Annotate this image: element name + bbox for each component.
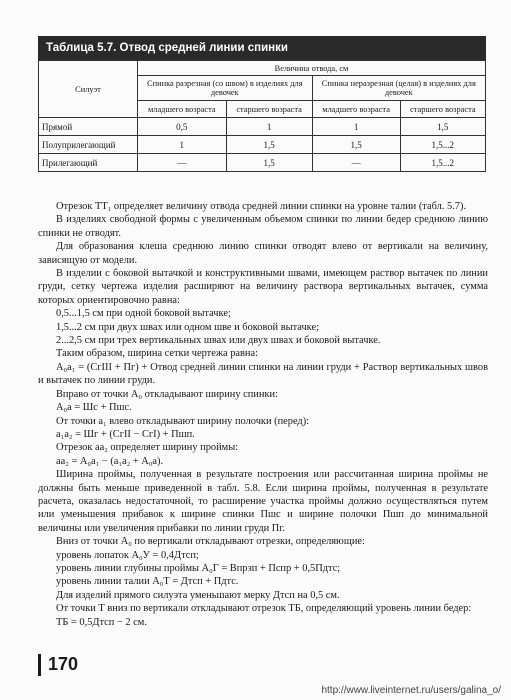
paragraph: В изделиях свободной формы с увеличенным объемом спинки по линии бедер среднюю линию спинки не отводят. bbox=[38, 214, 488, 239]
cell: 0,5 bbox=[138, 118, 227, 136]
formula: А₀а₁ = (СгIII + Пг) + Отвод средней линии спинки на линии груди + Раствор вертикальных швов и вытачек по линии груди. bbox=[38, 361, 488, 387]
header-young-2: младшего возраста bbox=[312, 101, 400, 118]
cell: 1,5 bbox=[312, 136, 400, 154]
header-group-whole: Спинка неразрезная (целая) в изделиях для девочек bbox=[312, 76, 485, 101]
cell: 1,5 bbox=[226, 136, 312, 154]
cell: — bbox=[312, 154, 400, 172]
formula: уровень лопаток А₀У = 0,4Дтсп; bbox=[56, 549, 199, 561]
paragraph: Вправо от точки А₀ откладывают ширину спинки: bbox=[56, 388, 278, 400]
cell: 1,5...2 bbox=[400, 136, 485, 154]
cell: 1,5...2 bbox=[400, 154, 485, 172]
page-number: 170 bbox=[48, 654, 79, 674]
row-name: Прилегающий bbox=[39, 154, 138, 172]
paragraph: Для изделий прямого силуэта уменьшают мерку Дтсп на 0,5 см. bbox=[56, 589, 340, 601]
watermark-url: http://www.liveinternet.ru/users/galina_o/ bbox=[321, 685, 501, 696]
paragraph: От точки а₁ влево откладывают ширину полочки (перед): bbox=[56, 415, 310, 427]
formula: А₀а = Шс + Пшс. bbox=[56, 402, 132, 414]
paragraph: Вниз от точки А₀ по вертикали откладывают отрезки, определяющие: bbox=[56, 536, 365, 548]
page-number-bar bbox=[38, 654, 41, 676]
table-row bbox=[39, 118, 486, 136]
paragraph: Для образования клеша среднюю линию спинки отводят влево от вертикали на величину, зависящую от модели. bbox=[38, 241, 488, 266]
table-title: Таблица 5.7. Отвод средней линии спинки bbox=[38, 36, 486, 60]
cell: — bbox=[138, 154, 227, 172]
paragraph: 1,5...2 см при двух швах или одном шве и боковой вытачке; bbox=[56, 321, 319, 333]
cell: 1,5 bbox=[226, 154, 312, 172]
header-old-2: старшего возраста bbox=[400, 101, 485, 118]
paragraph: Таким образом, ширина сетки чертежа равна: bbox=[56, 348, 258, 360]
paragraph: Отрезок ТТ₁ определяет величину отвода средней линии спинки на уровне талии (табл. 5.7). bbox=[56, 201, 467, 212]
header-old-1: старшего возраста bbox=[226, 101, 312, 118]
paragraph: От точки Т вниз по вертикали откладывают отрезок ТБ, определяющий уровень линии бедер: bbox=[56, 603, 472, 615]
formula: уровень линии глубины проймы А₀Г = Впрзп + Пспр + 0,5Пдтс; bbox=[56, 562, 341, 574]
header-silhouette: Силуэт bbox=[39, 61, 138, 118]
cell: 1 bbox=[226, 118, 312, 136]
cell: 1 bbox=[312, 118, 400, 136]
row-name: Полуприлегающий bbox=[39, 136, 138, 154]
table-row bbox=[39, 136, 486, 154]
paragraph: Ширина проймы, полученная в результате построения или рассчитанная ширина проймы не должны быть меньше приведенной в табл. 5.8. Если ширина проймы, полученная в результате расчета, оказалась недостаточной, то расширение участка проймы должно осуществляться путем или уменьшения прибавок к ширине спинки Пшс и ширине полочки Пшп до минимальной величины или увеличения прибавки по линии груди Пг. bbox=[38, 469, 488, 534]
paragraph: В изделии с боковой вытачкой и конструктивными швами, имеющем раствор вытачек по линии груди, сетку чертежа изделия расширяют на величину раствора вертикальных вытачек, сумма которых ориентировочно равна: bbox=[38, 268, 488, 306]
formula: а₁а₂ = Шг + (СгII − СгI) + Пшп. bbox=[56, 428, 195, 440]
body-text bbox=[38, 200, 488, 629]
paragraph: 0,5...1,5 см при одной боковой вытачке; bbox=[56, 308, 231, 320]
formula: уровень линии талии А₀Т = Дтсп + Пдтс. bbox=[56, 576, 239, 588]
formula: ТБ = 0,5Дтсп − 2 см. bbox=[56, 616, 147, 628]
cell: 1,5 bbox=[400, 118, 485, 136]
formula: аа₂ = А₀а₁ − (а₁а₂ + А₀а). bbox=[56, 455, 164, 467]
paragraph: Отрезок аа₂ определяет ширину проймы: bbox=[56, 442, 239, 454]
header-value: Величина отвода, см bbox=[138, 61, 486, 76]
table-row bbox=[39, 154, 486, 172]
cell: 1 bbox=[138, 136, 227, 154]
header-group-cut: Спинка разрезная (со швом) в изделиях для девочек bbox=[138, 76, 313, 101]
offset-table bbox=[38, 60, 486, 172]
row-name: Прямой bbox=[39, 118, 138, 136]
paragraph: 2...2,5 см при трех вертикальных швах или двух швах и боковой вытачке. bbox=[56, 335, 381, 347]
header-young-1: младшего возраста bbox=[138, 101, 227, 118]
